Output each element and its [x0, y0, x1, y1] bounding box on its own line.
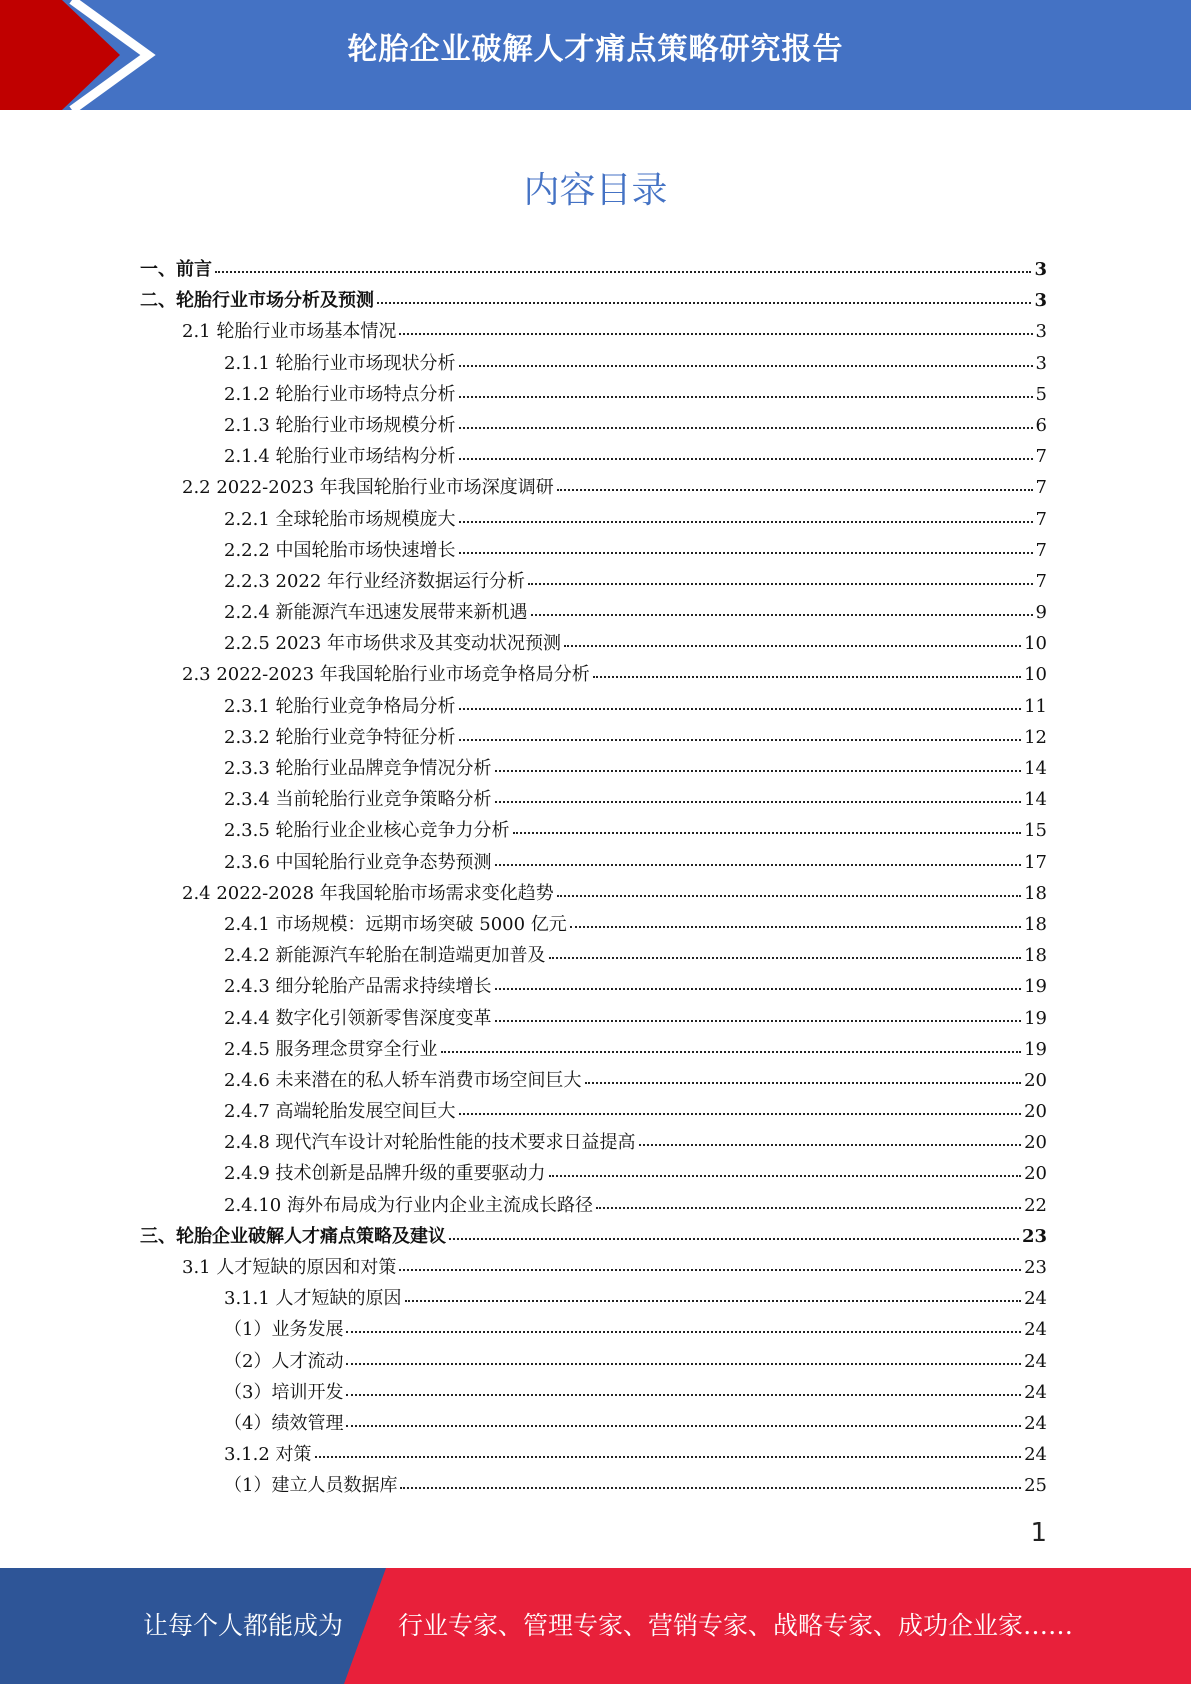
toc-entry-page: 18: [1024, 945, 1047, 967]
toc-dot-leader: [495, 801, 1022, 803]
toc-entry-page: 24: [1024, 1319, 1047, 1341]
toc-entry[interactable]: [140, 410, 1047, 441]
toc-entry-label: 2.3.3 轮胎行业品牌竞争情况分析: [224, 758, 492, 779]
toc-entry-page: 24: [1024, 1350, 1047, 1372]
toc-entry[interactable]: [140, 316, 1047, 347]
page-footer: [0, 1568, 1191, 1684]
toc-entry-label: 2.3.5 轮胎行业企业核心竞争力分析: [224, 820, 510, 842]
toc-entry-label: 2.2 2022-2023 年我国轮胎行业市场深度调研: [182, 477, 554, 499]
toc-entry-label: 3.1 人才短缺的原因和对策: [182, 1257, 397, 1278]
toc-entry-label: （2）人才流动: [224, 1350, 344, 1372]
toc-entry-label: （1）建立人员数据库: [224, 1475, 398, 1497]
toc-entry[interactable]: [140, 597, 1047, 628]
toc-entry-label: 2.3.2 轮胎行业竞争特征分析: [224, 726, 456, 748]
toc-entry-label: 2.1 轮胎行业市场基本情况: [182, 321, 397, 343]
toc-entry-label: 2.1.3 轮胎行业市场规模分析: [224, 414, 456, 436]
toc-entry[interactable]: [140, 441, 1047, 472]
toc-dot-leader: [459, 708, 1022, 710]
toc-entry-page: 20: [1024, 1101, 1047, 1123]
toc-entry-page: 6: [1035, 414, 1047, 436]
toc-entry-label: 2.4.8 现代汽车设计对轮胎性能的技术要求日益提高: [224, 1132, 636, 1154]
toc-dot-leader: [459, 552, 1033, 554]
toc-entry-label: 2.3.4 当前轮胎行业竞争策略分析: [224, 789, 492, 811]
toc-dot-leader: [215, 271, 1031, 273]
toc-entry[interactable]: [140, 784, 1047, 815]
toc-entry-label: 2.2.5 2023 年市场供求及其变动状况预测: [224, 633, 562, 655]
toc-entry-page: 9: [1035, 602, 1047, 624]
toc-entry-label: 2.4.4 数字化引领新零售深度变革: [224, 1007, 492, 1029]
toc-dot-leader: [495, 770, 1022, 772]
toc-entry[interactable]: [140, 1065, 1047, 1096]
toc-entry-page: 3: [1034, 290, 1047, 312]
toc-dot-leader: [557, 895, 1021, 897]
toc-dot-leader: [459, 739, 1022, 741]
toc-dot-leader: [570, 926, 1021, 928]
toc-entry-page: 18: [1024, 882, 1047, 904]
toc-dot-leader: [377, 302, 1031, 304]
toc-entry-label: 2.4.6 未来潜在的私人轿车消费市场空间巨大: [224, 1069, 582, 1091]
toc-dot-leader: [459, 521, 1033, 523]
toc-entry[interactable]: [140, 1283, 1047, 1314]
toc-entry-page: 7: [1035, 477, 1047, 499]
toc-entry-page: 22: [1024, 1194, 1047, 1216]
toc-dot-leader: [531, 614, 1033, 616]
toc-entry-page: 19: [1024, 1007, 1047, 1029]
toc-dot-leader: [549, 957, 1022, 959]
toc-entry[interactable]: [140, 504, 1047, 535]
toc-entry-label: （3）培训开发: [224, 1381, 344, 1403]
toc-entry[interactable]: [140, 691, 1047, 722]
toc-entry[interactable]: [140, 1439, 1047, 1470]
toc-entry[interactable]: [140, 628, 1047, 659]
toc-heading: 内容目录: [523, 170, 668, 211]
toc-entry[interactable]: [140, 1003, 1047, 1034]
toc-dot-leader: [459, 396, 1033, 398]
toc-entry-page: 14: [1024, 789, 1047, 811]
table-of-contents: [140, 254, 1047, 1502]
toc-entry[interactable]: [140, 753, 1047, 784]
toc-dot-leader: [459, 1113, 1022, 1115]
toc-dot-leader: [449, 1238, 1019, 1240]
toc-entry-label: （1）业务发展: [224, 1319, 344, 1341]
toc-entry-label: 二、轮胎行业市场分析及预测: [140, 290, 374, 312]
toc-dot-leader: [495, 1020, 1022, 1022]
toc-dot-leader: [564, 645, 1021, 647]
toc-entry-page: 24: [1024, 1444, 1047, 1466]
toc-entry[interactable]: [140, 971, 1047, 1002]
toc-entry[interactable]: [140, 722, 1047, 753]
toc-dot-leader: [585, 1082, 1022, 1084]
toc-entry-page: 24: [1024, 1381, 1047, 1403]
toc-entry-page: 3: [1034, 259, 1047, 280]
toc-entry[interactable]: [140, 472, 1047, 503]
toc-dot-leader: [346, 1363, 1021, 1365]
toc-entry-page: 17: [1024, 851, 1047, 873]
toc-entry-label: 2.4.3 细分轮胎产品需求持续增长: [224, 976, 492, 998]
toc-entry-label: 2.1.4 轮胎行业市场结构分析: [224, 446, 456, 468]
toc-dot-leader: [495, 864, 1022, 866]
toc-entry-page: 23: [1021, 1225, 1047, 1247]
toc-dot-leader: [596, 1207, 1021, 1209]
toc-entry[interactable]: [140, 847, 1047, 878]
toc-entry-label: 2.4.5 服务理念贯穿全行业: [224, 1038, 438, 1060]
toc-dot-leader: [399, 333, 1032, 335]
toc-dot-leader: [441, 1051, 1022, 1053]
toc-entry-page: 3: [1035, 352, 1047, 374]
toc-entry-page: 7: [1035, 446, 1047, 468]
toc-entry[interactable]: [140, 348, 1047, 379]
toc-entry-page: 20: [1024, 1163, 1047, 1185]
toc-dot-leader: [346, 1394, 1021, 1396]
footer-slogan-left: 让每个人都能成为: [143, 1611, 344, 1640]
toc-entry-label: 2.4.2 新能源汽车轮胎在制造端更加普及: [224, 945, 546, 967]
toc-entry-page: 25: [1024, 1475, 1047, 1497]
toc-entry-page: 24: [1024, 1288, 1047, 1310]
toc-dot-leader: [459, 365, 1033, 367]
toc-entry-page: 10: [1024, 664, 1047, 686]
toc-entry[interactable]: [140, 1252, 1047, 1283]
toc-dot-leader: [315, 1456, 1022, 1458]
toc-entry-label: 2.2.2 中国轮胎市场快速增长: [224, 539, 456, 561]
toc-entry-page: 7: [1035, 570, 1047, 592]
toc-dot-leader: [528, 583, 1032, 585]
toc-entry[interactable]: [140, 254, 1047, 285]
toc-entry[interactable]: [140, 940, 1047, 971]
toc-entry-page: 15: [1024, 820, 1047, 842]
toc-entry-label: 2.4 2022-2028 年我国轮胎市场需求变化趋势: [182, 882, 554, 904]
toc-entry-page: 20: [1024, 1069, 1047, 1091]
toc-entry-label: 2.4.9 技术创新是品牌升级的重要驱动力: [224, 1163, 546, 1185]
toc-dot-leader: [405, 1300, 1022, 1302]
toc-entry-page: 10: [1024, 633, 1047, 655]
toc-entry-page: 7: [1035, 539, 1047, 561]
toc-entry-label: 2.3.6 中国轮胎行业竞争态势预测: [224, 851, 492, 873]
toc-entry[interactable]: [140, 1190, 1047, 1221]
toc-entry[interactable]: [140, 1127, 1047, 1158]
toc-entry[interactable]: [140, 1408, 1047, 1439]
toc-entry[interactable]: [140, 1377, 1047, 1408]
toc-dot-leader: [593, 676, 1021, 678]
toc-entry[interactable]: [140, 1158, 1047, 1189]
toc-entry-label: 2.3.1 轮胎行业竞争格局分析: [224, 695, 456, 717]
toc-entry[interactable]: [140, 1221, 1047, 1252]
toc-entry[interactable]: [140, 535, 1047, 566]
toc-entry-label: 一、前言: [140, 259, 212, 280]
toc-entry-page: 12: [1024, 726, 1047, 748]
toc-entry-page: 18: [1024, 913, 1047, 935]
toc-dot-leader: [346, 1331, 1021, 1333]
footer-slogan-right: 行业专家、管理专家、营销专家、战略专家、成功企业家……: [398, 1611, 1074, 1640]
toc-entry-label: 2.2.3 2022 年行业经济数据运行分析: [224, 570, 526, 592]
toc-entry-label: 2.1.2 轮胎行业市场特点分析: [224, 383, 456, 405]
toc-entry-label: 2.4.7 高端轮胎发展空间巨大: [224, 1101, 456, 1123]
toc-entry[interactable]: [140, 815, 1047, 846]
toc-entry[interactable]: [140, 1470, 1047, 1501]
toc-entry[interactable]: [140, 1034, 1047, 1065]
toc-entry-label: 2.4.10 海外布局成为行业内企业主流成长路径: [224, 1194, 593, 1216]
toc-entry-page: 23: [1024, 1257, 1047, 1278]
toc-entry-page: 19: [1024, 976, 1047, 998]
header-title: 轮胎企业破解人才痛点策略研究报告: [347, 32, 844, 67]
toc-entry-page: 3: [1035, 321, 1047, 343]
toc-entry-page: 14: [1024, 758, 1047, 779]
toc-entry-label: 3.1.1 人才短缺的原因: [224, 1288, 402, 1310]
toc-entry-label: 2.3 2022-2023 年我国轮胎行业市场竞争格局分析: [182, 664, 590, 686]
toc-dot-leader: [459, 458, 1033, 460]
toc-dot-leader: [557, 489, 1033, 491]
toc-entry-page: 7: [1035, 508, 1047, 530]
toc-entry[interactable]: [140, 1346, 1047, 1377]
toc-entry-page: 20: [1024, 1132, 1047, 1154]
toc-dot-leader: [399, 1269, 1021, 1271]
toc-entry-label: 3.1.2 对策: [224, 1444, 312, 1466]
toc-entry[interactable]: [140, 566, 1047, 597]
toc-dot-leader: [346, 1425, 1021, 1427]
toc-entry-page: 11: [1024, 695, 1047, 717]
toc-entry-page: 24: [1024, 1412, 1047, 1434]
toc-entry-label: 2.2.1 全球轮胎市场规模庞大: [224, 508, 456, 530]
toc-dot-leader: [639, 1144, 1022, 1146]
toc-entry-label: 三、轮胎企业破解人才痛点策略及建议: [140, 1225, 446, 1247]
toc-dot-leader: [459, 427, 1033, 429]
toc-entry[interactable]: [140, 1096, 1047, 1127]
toc-dot-leader: [400, 1487, 1021, 1489]
toc-entry-label: 2.2.4 新能源汽车迅速发展带来新机遇: [224, 602, 528, 624]
toc-dot-leader: [549, 1175, 1022, 1177]
toc-entry-page: 5: [1035, 383, 1047, 405]
page-header: [0, 0, 1191, 110]
toc-entry[interactable]: [140, 659, 1047, 690]
toc-entry[interactable]: [140, 909, 1047, 940]
toc-entry[interactable]: [140, 379, 1047, 410]
toc-dot-leader: [495, 988, 1022, 990]
page-number: 1: [1030, 1518, 1047, 1548]
toc-entry-label: （4）绩效管理: [224, 1412, 344, 1434]
toc-entry[interactable]: [140, 1314, 1047, 1345]
toc-entry[interactable]: [140, 878, 1047, 909]
toc-entry-label: 2.4.1 市场规模：远期市场突破 5000 亿元: [224, 913, 567, 935]
toc-dot-leader: [513, 832, 1022, 834]
toc-entry-label: 2.1.1 轮胎行业市场现状分析: [224, 352, 456, 374]
toc-entry-page: 19: [1024, 1038, 1047, 1060]
toc-entry[interactable]: [140, 285, 1047, 316]
